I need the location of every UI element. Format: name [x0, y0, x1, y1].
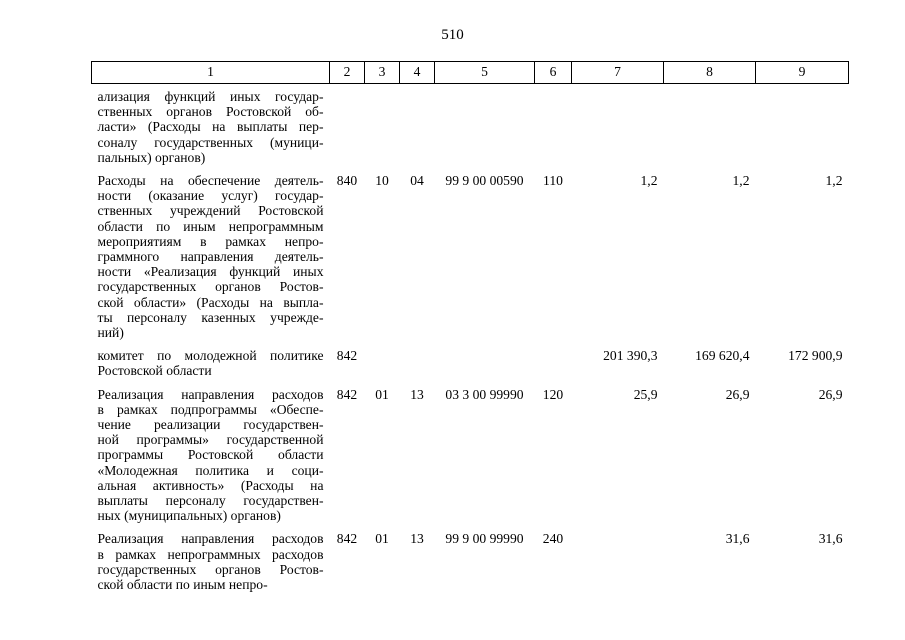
section-code: 10 — [375, 173, 389, 189]
subsection-code — [400, 84, 435, 174]
row-description — [92, 84, 330, 174]
description-line: альная активность» (Расходы на — [97, 477, 324, 493]
description-line: государственных органов Ростов- — [97, 279, 324, 295]
description-line: соналу государственных (муници- — [97, 134, 324, 150]
description-line: ной программы» государственной — [97, 432, 324, 448]
table-row — [92, 84, 849, 174]
description-line: государственных органов Ростов- — [97, 561, 324, 577]
column-header: 3 — [365, 62, 400, 84]
amount-col-9: 26,9 — [818, 386, 843, 402]
description-line: ты персоналу казенных учрежде- — [97, 309, 324, 325]
column-header: 4 — [400, 62, 435, 84]
description-line: Реализация направления расходов — [97, 531, 324, 547]
description-line: Расходы на обеспечение деятель- — [97, 173, 324, 189]
description-line: программы Ростовской области — [97, 447, 324, 463]
row-description — [92, 531, 330, 600]
row-description — [92, 173, 330, 348]
description-line: ности «Реализация функций иных — [97, 264, 324, 280]
table-row — [92, 387, 849, 532]
column-header: 2 — [330, 62, 365, 84]
column-header: 8 — [664, 62, 756, 84]
subsection-code: 13 — [410, 386, 424, 402]
column-header: 1 — [92, 62, 330, 84]
amount-col-8: 31,6 — [725, 531, 750, 547]
column-header: 5 — [435, 62, 535, 84]
description-line: Ростовской области — [97, 363, 212, 379]
ministry-code: 840 — [336, 173, 358, 189]
budget-table — [91, 61, 849, 600]
description-line: ных (муниципальных) органов) — [97, 508, 281, 524]
description-line: мероприятиям в рамках непро- — [97, 233, 324, 249]
description-line: в рамках подпрограммы «Обеспе- — [97, 401, 324, 417]
ministry-code: 842 — [336, 531, 358, 547]
subsection-code: 13 — [410, 531, 424, 547]
amount-col-8: 26,9 — [725, 386, 750, 402]
amount-col-9: 1,2 — [825, 173, 843, 189]
amount-col-7: 25,9 — [633, 386, 658, 402]
amount-col-7: 1,2 — [640, 173, 658, 189]
description-line: ний) — [97, 325, 124, 341]
table-body — [92, 84, 849, 601]
description-line: ности (оказание услуг) государ- — [97, 188, 324, 204]
amount-col-7 — [572, 84, 664, 174]
column-header: 6 — [535, 62, 572, 84]
amount-col-8 — [664, 84, 756, 174]
description-line: граммного направления деятель- — [97, 249, 324, 265]
table-row — [92, 531, 849, 600]
description-line: ственных учреждений Ростовской — [97, 203, 324, 219]
description-line: ласти» (Расходы на выплаты пер- — [97, 119, 324, 135]
target-article-code — [435, 348, 535, 386]
target-article-code: 03 3 00 99990 — [445, 386, 524, 402]
ministry-code: 842 — [336, 348, 358, 364]
description-line: «Молодежная политика и соци- — [97, 462, 324, 478]
description-line: ализация функций иных государ- — [97, 89, 324, 104]
amount-col-7: 201 390,3 — [603, 348, 658, 364]
description-line: комитет по молодежной политике — [97, 348, 324, 364]
section-code: 01 — [375, 531, 389, 547]
description-line: области по иным непрограммным — [97, 218, 324, 234]
description-line: чение реализации государствен- — [97, 417, 324, 433]
column-header: 9 — [756, 62, 849, 84]
row-description — [92, 387, 330, 532]
description-line: ской области по иным непро- — [97, 577, 268, 593]
amount-col-9: 31,6 — [818, 531, 843, 547]
column-header: 7 — [572, 62, 664, 84]
description-line: пальных) органов) — [97, 149, 206, 165]
expense-type-code — [535, 348, 572, 386]
target-article-code: 99 9 00 99990 — [445, 531, 524, 547]
section-code: 01 — [375, 386, 389, 402]
description-line: ственных органов Ростовской об- — [97, 104, 324, 120]
row-description — [92, 348, 330, 386]
table-row — [92, 173, 849, 348]
amount-col-7 — [572, 531, 664, 600]
amount-col-8: 1,2 — [732, 173, 750, 189]
amount-col-9 — [756, 84, 849, 174]
expense-type-code: 240 — [542, 531, 564, 547]
table-header-row — [92, 62, 849, 84]
subsection-code — [400, 348, 435, 386]
expense-type-code: 110 — [543, 173, 563, 189]
ministry-code: 842 — [336, 386, 358, 402]
amount-col-9: 172 900,9 — [788, 348, 843, 364]
amount-col-8: 169 620,4 — [695, 348, 750, 364]
description-line: Реализация направления расходов — [97, 386, 324, 402]
expense-type-code — [535, 84, 572, 174]
table-row — [92, 348, 849, 386]
target-article-code: 99 9 00 00590 — [445, 173, 524, 189]
target-article-code — [435, 84, 535, 174]
section-code — [365, 348, 400, 386]
description-line: выплаты персоналу государствен- — [97, 493, 324, 509]
expense-type-code: 120 — [542, 386, 564, 402]
section-code — [365, 84, 400, 174]
ministry-code — [330, 84, 365, 174]
page-number: 510 — [441, 27, 464, 43]
subsection-code: 04 — [410, 173, 424, 189]
description-line: ской области» (Расходы на выпла- — [97, 294, 324, 310]
description-line: в рамках непрограммных расходов — [97, 546, 324, 562]
